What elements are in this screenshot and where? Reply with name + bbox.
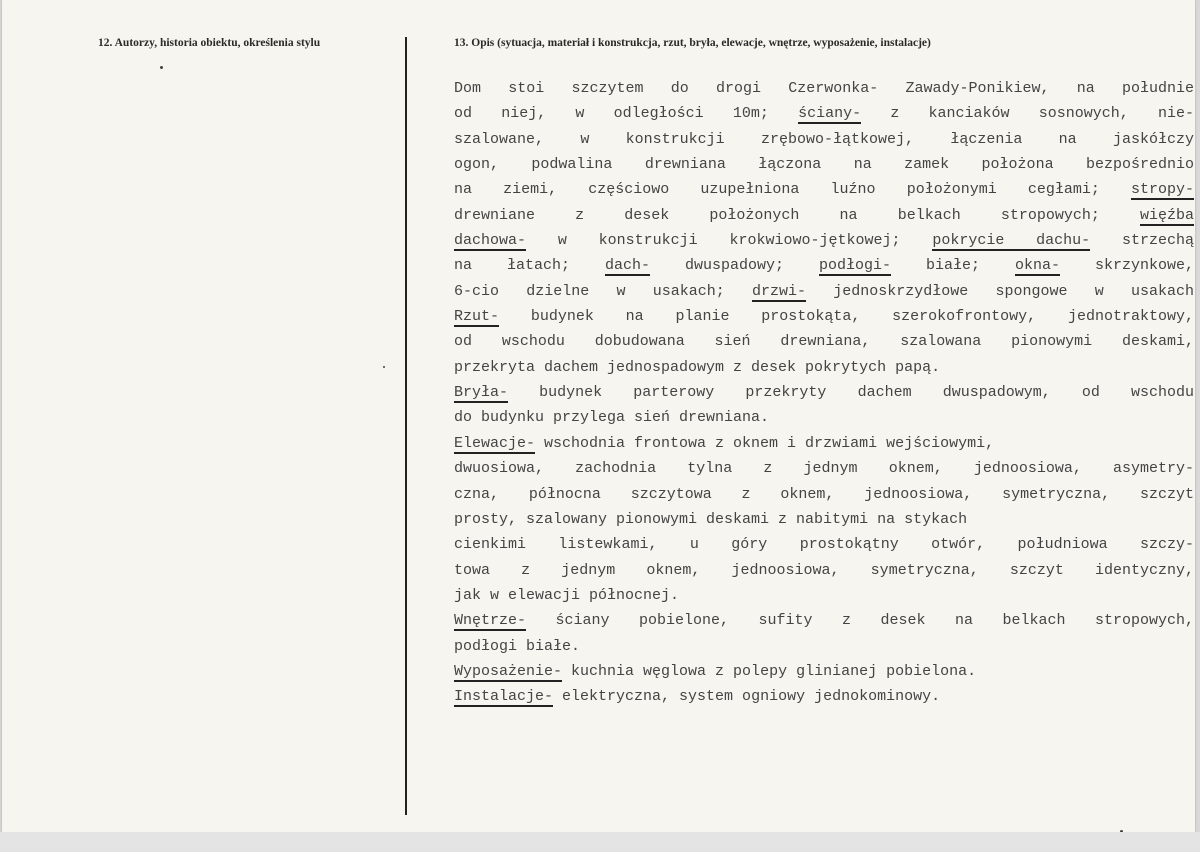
description-text-run: jednoskrzydłowe spongowe w usakach	[806, 282, 1194, 300]
description-line	[454, 405, 1194, 430]
description-text-run: od niej, w odległości 10m;	[454, 105, 799, 123]
underlined-keyword: podłogi-	[818, 257, 891, 275]
description-text	[454, 76, 1194, 710]
description-line	[454, 253, 1194, 278]
description-line	[454, 659, 1194, 684]
description-text-run: dwuosiowa, zachodnia tylna z jednym oknem, jednoosiowa, asymetry-	[454, 460, 1194, 478]
description-text-run: od wschodu dobudowana sień drewniana, szalowana pionowymi deskami,	[454, 333, 1194, 351]
ink-speck	[383, 366, 385, 368]
description-line	[454, 152, 1194, 177]
underlined-keyword: Instalacje-	[454, 688, 554, 706]
underlined-keyword: dachowa-	[454, 232, 527, 250]
description-line	[454, 355, 1194, 380]
description-text-run: budynek na planie prostokąta, szerokofrontowy, jednotraktowy,	[499, 308, 1194, 326]
description-line	[454, 583, 1194, 608]
description-line	[454, 431, 1194, 456]
description-text-run: białe;	[891, 257, 1015, 275]
description-text-run: prosty, szalowany pionowymi deskami z nabitymi na stykach	[454, 510, 968, 528]
form-sheet	[2, 0, 1195, 832]
underlined-keyword: więźba	[1139, 206, 1194, 224]
underlined-keyword: stropy-	[1130, 181, 1194, 199]
description-line	[454, 482, 1194, 507]
column-divider	[405, 37, 407, 815]
description-text-run: przekryta dachem jednospadowym z desek pokrytych papą.	[454, 358, 941, 376]
underlined-keyword: Wyposażenie-	[454, 662, 563, 680]
ink-speck	[160, 66, 163, 69]
description-line	[454, 177, 1194, 202]
description-line	[454, 304, 1194, 329]
description-text-run: cienkimi listewkami, u góry prostokątny otwór, południowa szczy-	[454, 536, 1194, 554]
description-text-run: na łatach;	[454, 257, 605, 275]
underlined-keyword: ściany-	[798, 105, 862, 123]
description-line	[454, 228, 1194, 253]
underlined-keyword: Elewacje-	[454, 434, 536, 452]
description-line	[454, 380, 1194, 405]
scan-margin	[0, 832, 1200, 852]
underlined-keyword: drzwi-	[751, 282, 806, 300]
description-text-run: jak w elewacji północnej.	[454, 586, 680, 604]
description-text-run: 6-cio dzielne w usakach;	[454, 282, 752, 300]
description-line	[454, 684, 1194, 709]
description-text-run: z kanciaków sosnowych, nie-	[861, 105, 1194, 123]
description-text-run: strzechą	[1090, 232, 1194, 250]
description-line	[454, 329, 1194, 354]
description-line	[454, 76, 1194, 101]
description-line	[454, 203, 1194, 228]
description-text-run: towa z jednym oknem, jednoosiowa, symetryczna, szczyt identyczny,	[454, 561, 1194, 579]
description-text-run: podłogi białe.	[454, 637, 581, 655]
description-line	[454, 456, 1194, 481]
description-text-run: wschodnia frontowa z oknem i drzwiami wejściowymi,	[535, 434, 995, 452]
underlined-keyword: pokrycie dachu-	[932, 232, 1091, 250]
description-text-run: budynek parterowy przekryty dachem dwuspadowym, od wschodu	[508, 384, 1194, 402]
description-text-run: dwuspadowy;	[650, 257, 819, 275]
description-line	[454, 279, 1194, 304]
description-text-run: do budynku przylega sień drewniana.	[454, 409, 770, 427]
underlined-keyword: Wnętrze-	[454, 612, 527, 630]
description-line	[454, 127, 1194, 152]
description-text-run: szalowane, w konstrukcji zrębowo-łątkowej, łączenia na jaskółczy	[454, 130, 1194, 148]
description-line	[454, 558, 1194, 583]
description-line	[454, 634, 1194, 659]
description-line	[454, 608, 1194, 633]
description-text-run: Dom stoi szczytem do drogi Czerwonka- Zawady-Ponikiew, na południe	[454, 80, 1194, 97]
description-text-run: w konstrukcji krokwiowo-jętkowej;	[526, 232, 933, 250]
underlined-keyword: Bryła-	[454, 384, 509, 402]
description-line	[454, 507, 1194, 532]
underlined-keyword: okna-	[1014, 257, 1060, 275]
section-13-header: 13. Opis (sytuacja, materiał i konstrukcja, rzut, bryła, elewacje, wnętrze, wyposażenie, instalacje)	[454, 37, 931, 49]
description-text-run: elektryczna, system ogniowy jednokominowy.	[553, 688, 941, 706]
description-text-run: skrzynkowe,	[1059, 257, 1194, 275]
underlined-keyword: dach-	[604, 257, 650, 275]
underlined-keyword: Rzut-	[454, 308, 500, 326]
section-12-header: 12. Autorzy, historia obiektu, określenia stylu	[98, 37, 321, 49]
description-line	[454, 532, 1194, 557]
description-text-run: ogon, podwalina drewniana łączona na zamek położona bezpośrednio	[454, 156, 1194, 174]
description-text-run: drewniane z desek położonych na belkach stropowych;	[454, 206, 1140, 224]
description-text-run: ściany pobielone, sufity z desek na belkach stropowych,	[526, 612, 1194, 630]
description-text-run: czna, północna szczytowa z oknem, jednoosiowa, symetryczna, szczyt	[454, 485, 1194, 503]
description-text-run: kuchnia węglowa z polepy glinianej pobielona.	[562, 662, 977, 680]
description-text-run: na ziemi, częściowo uzupełniona luźno położonymi cegłami;	[454, 181, 1131, 199]
description-line	[454, 101, 1194, 126]
